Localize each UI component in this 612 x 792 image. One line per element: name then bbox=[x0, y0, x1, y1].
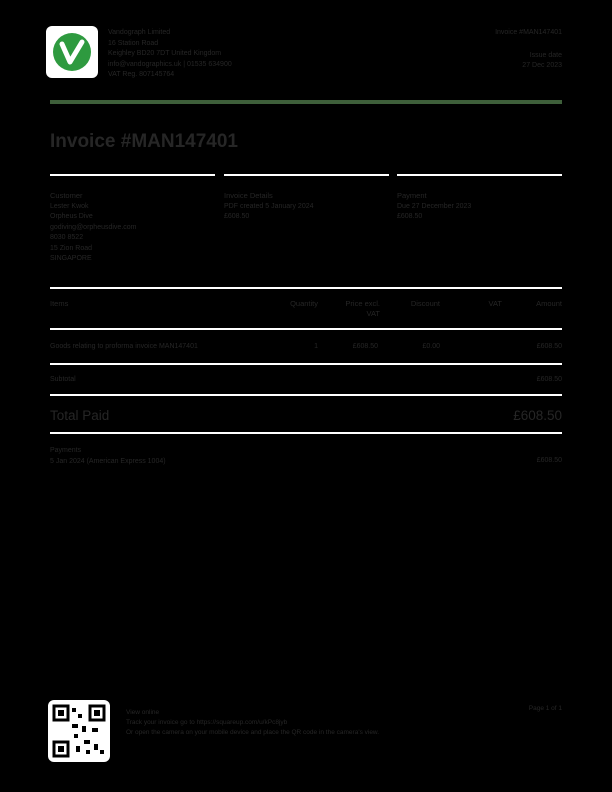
header-amount: Amount bbox=[536, 299, 562, 308]
payment-section bbox=[397, 191, 471, 223]
issue-date-label: Issue date bbox=[529, 51, 562, 59]
total-value: £608.50 bbox=[513, 408, 562, 423]
payment-due: Due 27 December 2023 bbox=[397, 202, 472, 210]
qr-code[interactable] bbox=[48, 700, 110, 762]
company-details bbox=[108, 28, 232, 81]
invoice-details-label: Invoice Details bbox=[224, 191, 273, 200]
customer-street: 15 Zion Road bbox=[50, 244, 93, 252]
invoice-details-section bbox=[224, 191, 314, 223]
invoice-amount: £608.50 bbox=[224, 213, 250, 220]
payment-line-amount: £608.50 bbox=[536, 457, 562, 464]
customer-name: Lester Kwok bbox=[50, 202, 89, 210]
payments-section bbox=[50, 446, 166, 467]
row-item: Goods relating to proforma invoice MAN147401 bbox=[50, 343, 198, 350]
total-label: Total Paid bbox=[50, 408, 110, 423]
view-online-label: View online bbox=[126, 709, 160, 716]
payment-rule bbox=[397, 174, 562, 176]
header-vat: VAT bbox=[488, 299, 502, 308]
subtotal-label: Subtotal bbox=[50, 376, 76, 383]
total-rule bbox=[50, 432, 562, 434]
header-divider bbox=[50, 100, 562, 104]
payment-amount: £608.50 bbox=[397, 213, 423, 220]
qr-code-icon bbox=[48, 700, 110, 762]
customer-phone: 8030 8522 bbox=[50, 234, 84, 241]
subtotal-rule bbox=[50, 394, 562, 396]
company-logo bbox=[46, 26, 98, 78]
table-top-rule bbox=[50, 287, 562, 289]
customer-section bbox=[50, 191, 137, 265]
header-price: Price excl. VAT bbox=[345, 299, 380, 318]
company-vat: VAT Reg. 807145764 bbox=[108, 71, 175, 78]
invoice-ref: Invoice #MAN147401 bbox=[495, 29, 562, 36]
customer-rule bbox=[50, 174, 215, 176]
customer-country: SINGAPORE bbox=[50, 255, 92, 262]
payment-label: Payment bbox=[397, 191, 427, 200]
customer-label: Customer bbox=[50, 191, 83, 200]
payment-line: 5 Jan 2024 (American Express 1004) bbox=[50, 457, 166, 465]
page-number: Page 1 of 1 bbox=[528, 705, 562, 712]
row-quantity: 1 bbox=[314, 343, 318, 350]
pdf-created: PDF created 5 January 2024 bbox=[224, 202, 314, 210]
track-invoice-link[interactable]: Track your invoice go to https://squareup.com/u/kPc8jyb bbox=[126, 719, 288, 726]
header-items: Items bbox=[50, 299, 69, 308]
row-price: £608.50 bbox=[352, 343, 378, 350]
payments-label: Payments bbox=[50, 447, 82, 454]
table-header-rule bbox=[50, 328, 562, 330]
details-rule bbox=[224, 174, 389, 176]
issue-date: 27 Dec 2023 bbox=[522, 62, 562, 69]
row-amount: £608.50 bbox=[536, 343, 562, 350]
customer-email[interactable]: godiving@orpheusdive.com bbox=[50, 223, 137, 231]
customer-company: Orpheus Dive bbox=[50, 213, 93, 220]
invoice-meta bbox=[495, 28, 562, 72]
subtotal-value: £608.50 bbox=[536, 376, 562, 383]
row-discount: £0.00 bbox=[422, 343, 440, 350]
company-address-2: Keighley BD20 7DT United Kingdom bbox=[108, 50, 222, 57]
page-title: Invoice #MAN147401 bbox=[50, 131, 238, 152]
header-discount: Discount bbox=[410, 299, 440, 308]
row-rule bbox=[50, 363, 562, 365]
company-address-1: 16 Station Road bbox=[108, 39, 159, 47]
header-quantity: Quantity bbox=[290, 299, 318, 308]
footer-text bbox=[126, 708, 426, 738]
company-contact: info@vandographics.uk | 01535 634900 bbox=[108, 60, 232, 68]
qr-instructions: Or open the camera on your mobile device and place the QR code in the camera's view. bbox=[126, 729, 380, 736]
company-name: Vandograph Limited bbox=[108, 29, 171, 36]
logo-icon bbox=[52, 32, 92, 72]
